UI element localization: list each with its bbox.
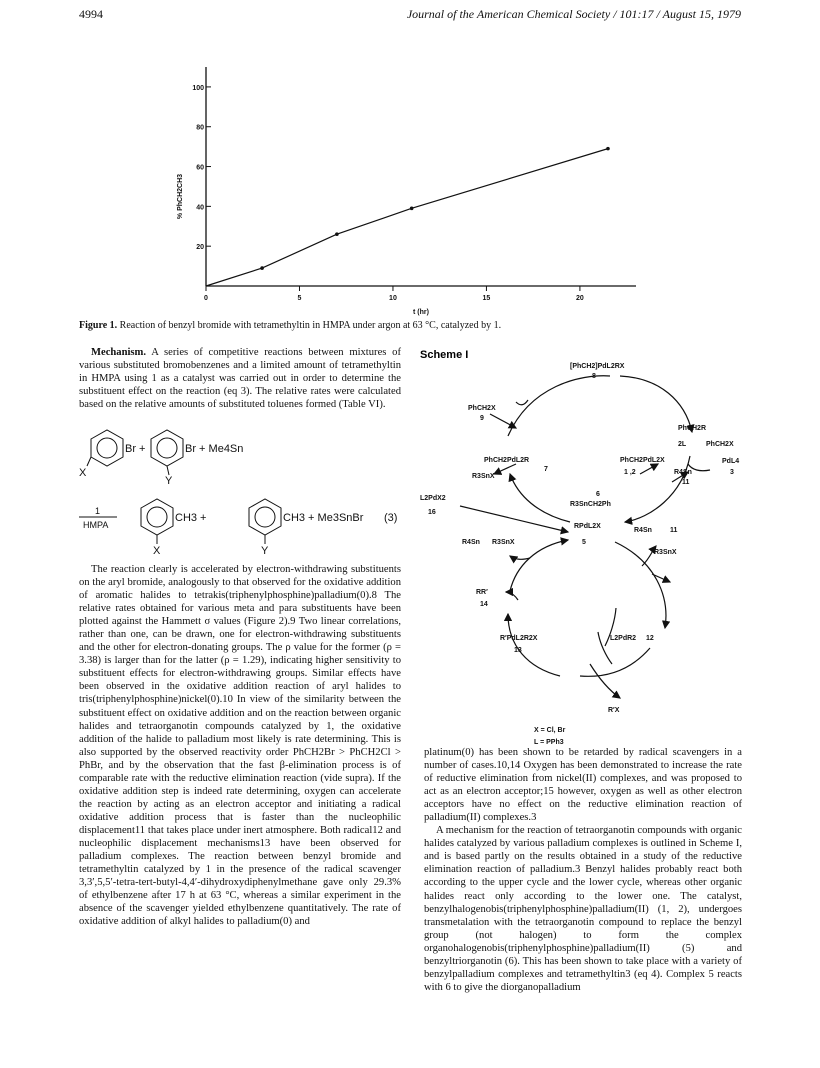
label-1-2: 1 ,2 xyxy=(624,469,636,476)
figure-1-caption xyxy=(79,320,741,331)
label-2l: 2L xyxy=(678,441,687,448)
reactant-rx: R′X xyxy=(608,707,620,714)
node-13-num: 13 xyxy=(514,647,522,654)
right-paragraph-1: platinum(0) has been shown to be retarded by radical scavengers in a number of cases.10,14 Oxygen has been demonstrated to increase the rate of reductive elimination from nickel(II) complexes, and was proposed to act as an electron acceptor;15 however, oxygen as well as other electron acceptors have no effect on the reductive elimination reaction of palladium(II) complexes.3 xyxy=(424,747,742,824)
data-point xyxy=(410,207,414,211)
mechanism-text: A series of competitive reactions between mixtures of various substituted bromobenzenes and a limited amount of tetramethyltin in HMPA using 1 as a catalyst was carried out in order to determine the substituent effect on the reaction (eq 3). The relative rates were calculated based on the relative amounts of substituted toluenes formed (Table VI). xyxy=(79,347,401,411)
eq-line1-b: Br + Me4Sn xyxy=(185,443,244,455)
y-tick-label: 100 xyxy=(192,84,204,92)
eq-y-label: Y xyxy=(165,475,173,487)
y-tick-label: 40 xyxy=(196,204,204,212)
data-point xyxy=(335,232,339,236)
node-6-num: 6 xyxy=(596,491,600,498)
mechanism-paragraph xyxy=(79,346,401,411)
eq-line1-a: Br + xyxy=(125,443,146,455)
left-column-body xyxy=(79,563,401,928)
x-axis-label: t (hr) xyxy=(413,309,429,316)
node-13: R′PdL2R2X xyxy=(500,635,538,642)
node-7: PhCH2PdL2R xyxy=(484,457,530,464)
node-14-num: 14 xyxy=(480,601,488,608)
def-x: X = Cl, Br xyxy=(534,727,566,734)
eq-y-label-2: Y xyxy=(261,545,269,556)
x-tick-label: 0 xyxy=(204,295,208,302)
journal-citation: Journal of the American Chemical Society / 101:17 / August 15, 1979 xyxy=(406,7,741,21)
label-r4sn-b: R4Sn xyxy=(634,527,652,534)
eq-arrow-top: 1 xyxy=(95,506,101,516)
eq-arrow-bottom: HMPA xyxy=(83,520,109,530)
caption-label: Figure 1. xyxy=(79,320,118,331)
node-16: L2PdX2 xyxy=(420,495,446,502)
x-tick-label: 10 xyxy=(389,295,397,302)
data-point xyxy=(260,266,264,270)
node-12: L2PdR2 xyxy=(610,635,637,642)
eq-x-label: X xyxy=(79,467,87,479)
node-16-num: 16 xyxy=(428,509,436,516)
series-line xyxy=(206,149,608,286)
y-tick-label: 20 xyxy=(196,244,204,252)
right-column-body xyxy=(424,746,742,994)
label-r3snx-a: R3SnX xyxy=(492,539,515,546)
left-paragraph-1: The reaction clearly is accelerated by electron-withdrawing substituents on the aryl bromide, analogously to that observed for the oxidative addition of aromatic halides to tetrakis(triphenylphosphine)palladium(0).8 The relative rates obtained for various meta and para substituents have been plotted against the Hammett σ values (Figure 2).9 Two linear correlations, rather than one, can be drawn, one for electron-withdrawing substituents and the other for electron-donating groups. The ρ value for the former (ρ = 3.38) is larger than for the latter (ρ = 1.29), indicating higher sensitivity to substituent effects for electron-withdrawing groups. Similar effects have been observed in the oxidative addition reaction of aryl halides to tris(triphenylphosphine)nickel(0).10 In view of the similarity between the substituent effect on oxidative addition and on the reaction between organic halides and tetraorganotin compounds catalyzed by 1, the oxidative addition of the halide to palladium most likely is rate determining. This is also supported by the observed reactivity order PhCH2Br > PhCH2Cl > PhBr, and by the observation that the fast β-elimination process is of comparable rate with the reductive elimination reaction (vide supra). If the oxidative addition step is indeed rate determining, oxygen can accelerate the reaction by acting as an electron acceptor and initiating a radical oxidative addition process that is faster than the nucleophilic displacement11 that takes place under inert atmosphere. Both radical12 and nucleophilic displacement mechanisms13 have been observed for palladium complexes. The reaction between benzyl bromide and tetramethyltin catalyzed by 1 in the presence of the radical scavenger 3,3′,5,5′-tetra-tert-butyl-4,4′-dihydroxydiphenylmethane gave only 29.3% of ethylbenzene after 17 h at 63 °C, whereas a similar experiment in the absence of the scavenger yielded ethylbenzene quantitatively. The rate of oxidative addition of alkyl halides to palladium(0) and xyxy=(79,564,401,928)
y-axis-label: % PhCH2CH3 xyxy=(177,173,184,220)
eq-line2-a: CH3 + xyxy=(175,512,207,524)
node-9: PhCH2X xyxy=(468,405,496,412)
caption-text: Reaction of benzyl bromide with tetramethyltin in HMPA under argon at 63 °C, catalyzed by 1. xyxy=(119,320,502,331)
node-5-num: 5 xyxy=(582,539,586,546)
node-10: PhCH2PdL2X xyxy=(620,457,665,464)
node-3-num: 3 xyxy=(730,469,734,476)
scheme-1 xyxy=(420,346,750,746)
label-11b: 11 xyxy=(670,527,678,534)
label-r3snx-b: R3SnX xyxy=(654,549,677,556)
eq-line2-b: CH3 + Me3SnBr xyxy=(283,512,364,524)
node-5: RPdL2X xyxy=(574,523,601,530)
node-6: R3SnCH2Ph xyxy=(570,501,611,508)
x-tick-label: 20 xyxy=(576,295,584,302)
x-tick-label: 15 xyxy=(482,295,491,302)
node-12-num: 12 xyxy=(646,635,654,642)
scheme-title: Scheme I xyxy=(420,349,469,361)
node-8: [PhCH2]PdL2RX xyxy=(570,363,625,370)
y-tick-label: 60 xyxy=(196,164,204,172)
node-9-num: 9 xyxy=(480,415,484,422)
byproduct-r3snx: R3SnX xyxy=(472,473,495,480)
node-pdl4: PdL4 xyxy=(722,458,740,465)
product-phch2r: PhCH2R xyxy=(678,425,707,432)
data-point xyxy=(606,147,610,151)
reactant-r4sn: R4Sn xyxy=(674,469,692,476)
node-11-num: 11 xyxy=(682,479,690,486)
figure-1-chart xyxy=(0,0,820,320)
equation-3 xyxy=(79,426,401,556)
y-tick-label: 80 xyxy=(196,124,204,132)
def-l: L = PPh3 xyxy=(534,739,564,746)
node-7-num: 7 xyxy=(544,466,548,473)
eq-x-label-2: X xyxy=(153,545,161,556)
mechanism-heading: Mechanism. xyxy=(91,347,147,358)
page-number: 4994 xyxy=(79,7,103,21)
x-tick-label: 5 xyxy=(297,295,302,302)
node-14: RR′ xyxy=(476,589,488,596)
right-paragraph-2: A mechanism for the reaction of tetraorganotin compounds with organic halides catalyzed by various palladium complexes is outlined in Scheme I, and is based partly on the results obtained in a study of the reductive elimination reaction of palladium.3 Benzyl halides probably react both according to the upper cycle and the lower cycle, whereas other organic halides react only according to the lower one. The catalyst, benzylhalogenobis(triphenylphosphine)palladium(II) (1, 2), undergoes transmetalation with the tetraorganotin compound to replace the benzyl group (not halogen) to form the complex organohalogenobis(triphenylphosphine)palladium(II) (5) and benzyltriorganotin (6). This has been shown to take place with a variety of benzylpalladium complexes and tetramethyltin3 (eq 4). Complex 5 reacts with 6 to give the diorganopalladium xyxy=(424,825,742,993)
node-8-num: 8 xyxy=(592,373,596,380)
label-r4sn-a: R4Sn xyxy=(462,539,480,546)
reactant-phch2x: PhCH2X xyxy=(706,441,734,448)
eq-number: (3) xyxy=(384,512,398,524)
